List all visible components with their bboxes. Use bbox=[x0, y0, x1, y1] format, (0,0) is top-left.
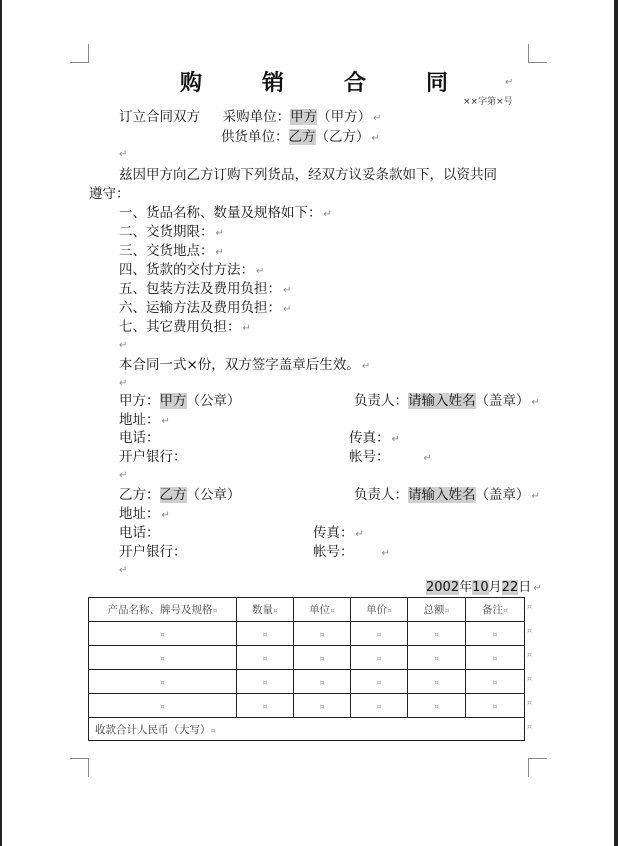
table-header-cell: 备注¤ bbox=[466, 598, 525, 622]
table-footer-row bbox=[89, 718, 525, 741]
clause-2 bbox=[119, 223, 224, 243]
clause-4 bbox=[119, 261, 264, 281]
crop-mark-bottom-right bbox=[528, 758, 547, 777]
clause-7 bbox=[119, 318, 251, 338]
crop-mark-top-left bbox=[70, 44, 89, 63]
paragraph-mark: ↵ bbox=[355, 529, 364, 540]
table-cell[interactable]: ¤ bbox=[408, 622, 466, 646]
date-year-field[interactable]: 2002 bbox=[426, 580, 460, 595]
row-end-mark: ¤ bbox=[527, 626, 533, 635]
table-row bbox=[89, 646, 525, 670]
table-cell[interactable]: ¤ bbox=[408, 670, 466, 694]
table-cell[interactable]: ¤ bbox=[466, 622, 525, 646]
table-cell[interactable]: ¤ bbox=[408, 694, 466, 718]
closing-line bbox=[119, 356, 370, 376]
crop-mark-top-right bbox=[528, 44, 547, 63]
party-b-rep-label: 负责人： bbox=[354, 487, 408, 503]
parties-line-buyer bbox=[119, 108, 381, 128]
clause-text: 三、交货地点： bbox=[119, 243, 214, 259]
clause-text: 六、运输方法及费用负担： bbox=[119, 300, 281, 316]
table-cell[interactable]: ¤ bbox=[294, 694, 351, 718]
table-cell[interactable]: ¤ bbox=[351, 622, 408, 646]
clause-text: 四、货款的交付方法： bbox=[119, 262, 254, 278]
party-b-line bbox=[119, 486, 241, 504]
bank-label: 开户银行： bbox=[119, 544, 187, 560]
clause-5 bbox=[119, 280, 291, 300]
clause-text: 七、其它费用负担： bbox=[119, 319, 241, 335]
fax-label: 传真： bbox=[313, 525, 354, 541]
party-a-bank bbox=[119, 448, 187, 466]
party-a-account bbox=[349, 448, 432, 468]
date-year-unit: 年 bbox=[459, 580, 473, 595]
parties-line-supplier bbox=[221, 128, 380, 148]
table-row bbox=[89, 622, 525, 646]
table-cell[interactable]: ¤ bbox=[237, 646, 294, 670]
clause-text: 一、货品名称、数量及规格如下： bbox=[119, 205, 322, 221]
party-b-bank bbox=[119, 543, 187, 561]
table-cell[interactable]: ¤ bbox=[294, 622, 351, 646]
table-cell[interactable]: ¤ bbox=[351, 694, 408, 718]
clause-6 bbox=[119, 299, 291, 319]
row-end-mark: ¤ bbox=[527, 602, 533, 611]
table-header-cell: 单价¤ bbox=[351, 598, 408, 622]
party-b-rep-line bbox=[354, 486, 540, 506]
phone-label: 电话： bbox=[119, 525, 160, 541]
fax-label: 传真： bbox=[349, 430, 390, 446]
paragraph-mark: ↵ bbox=[391, 434, 400, 445]
account-label: 帐号： bbox=[313, 544, 354, 560]
paragraph-mark: ↵ bbox=[373, 113, 382, 124]
bank-label: 开户银行： bbox=[119, 449, 187, 465]
clause-1 bbox=[119, 204, 332, 224]
buyer-paren: （甲方） bbox=[317, 109, 372, 125]
row-end-mark: ¤ bbox=[527, 674, 533, 683]
table-cell[interactable]: ¤ bbox=[294, 646, 351, 670]
table-cell[interactable]: ¤ bbox=[351, 646, 408, 670]
table-cell[interactable]: ¤ bbox=[89, 646, 237, 670]
party-a-phone bbox=[119, 429, 160, 447]
party-b-fax bbox=[313, 524, 364, 544]
clause-3 bbox=[119, 242, 224, 262]
address-label: 地址： bbox=[119, 412, 160, 428]
party-a-rep-name-field[interactable]: 请输入姓名 bbox=[408, 393, 476, 409]
title-char: 购 bbox=[180, 71, 203, 96]
table-cell[interactable]: ¤ bbox=[466, 670, 525, 694]
paragraph-mark: ↵ bbox=[161, 416, 170, 427]
party-b-rep-name-field[interactable]: 请输入姓名 bbox=[408, 487, 476, 503]
clause-text: 五、包装方法及费用负担： bbox=[119, 281, 281, 297]
paragraph-mark: ↵ bbox=[161, 510, 170, 521]
table-header-cell: 数量¤ bbox=[237, 598, 294, 622]
clause-text: 二、交货期限： bbox=[119, 224, 214, 240]
date-month-unit: 月 bbox=[488, 580, 502, 595]
table-cell[interactable]: ¤ bbox=[294, 670, 351, 694]
paragraph-mark: ↵ bbox=[119, 565, 128, 576]
paragraph-mark: ↵ bbox=[256, 266, 265, 277]
supplier-paren: （乙方） bbox=[315, 129, 370, 145]
party-b-name-field[interactable]: 乙方 bbox=[159, 487, 187, 503]
table-cell[interactable]: ¤ bbox=[466, 646, 525, 670]
contract-date bbox=[426, 579, 542, 598]
row-end-mark: ¤ bbox=[527, 650, 533, 659]
date-day-unit: 日 bbox=[518, 580, 532, 595]
date-day-field[interactable]: 22 bbox=[501, 580, 519, 595]
total-amount-cell[interactable]: 收款合计人民币（大写）¤ bbox=[89, 718, 525, 741]
supplier-label: 供货单位： bbox=[221, 129, 289, 145]
party-a-line bbox=[119, 392, 241, 410]
paragraph-mark: ↵ bbox=[371, 133, 380, 144]
buyer-label: 采购单位： bbox=[222, 109, 291, 125]
party-b-seal: （公章） bbox=[186, 487, 241, 503]
row-end-mark: ¤ bbox=[527, 722, 533, 731]
paragraph-mark: ↵ bbox=[531, 491, 540, 502]
paragraph-mark: ↵ bbox=[361, 361, 371, 372]
party-a-name-field[interactable]: 甲方 bbox=[159, 393, 187, 409]
table-cell[interactable]: ¤ bbox=[408, 646, 466, 670]
account-label: 帐号： bbox=[349, 449, 390, 465]
page-edge-left bbox=[0, 0, 2, 846]
table-cell[interactable]: ¤ bbox=[89, 622, 237, 646]
table-cell[interactable]: ¤ bbox=[351, 670, 408, 694]
row-end-mark: ¤ bbox=[527, 698, 533, 707]
intro-paragraph-line1: 兹因甲方向乙方订购下列货品，经双方议妥条款如下，以资共同 bbox=[119, 167, 497, 183]
party-a-rep-line bbox=[354, 392, 540, 412]
paragraph-mark: ↵ bbox=[119, 149, 128, 160]
table-cell[interactable]: ¤ bbox=[237, 670, 294, 694]
party-b-account bbox=[313, 543, 390, 563]
paragraph-mark: ↵ bbox=[531, 397, 540, 408]
party-b-phone bbox=[119, 524, 160, 542]
party-b-rep-seal: （盖章） bbox=[475, 487, 530, 503]
goods-table bbox=[88, 597, 525, 741]
title-char: 销 bbox=[262, 71, 285, 96]
table-cell[interactable]: ¤ bbox=[237, 622, 294, 646]
party-a-address bbox=[119, 411, 170, 431]
document-number: ××字第×号 bbox=[463, 97, 513, 107]
table-cell[interactable]: ¤ bbox=[89, 694, 237, 718]
table-cell[interactable]: ¤ bbox=[466, 694, 525, 718]
crop-mark-bottom-left bbox=[70, 758, 89, 777]
closing-text: 本合同一式×份，双方签字盖章后生效。 bbox=[119, 357, 360, 373]
paragraph-mark: ↵ bbox=[323, 209, 332, 220]
paragraph-mark: ↵ bbox=[283, 304, 292, 315]
date-month-field[interactable]: 10 bbox=[472, 580, 489, 595]
paragraph-mark: ↵ bbox=[119, 470, 128, 481]
party-a-rep-label: 负责人： bbox=[354, 393, 408, 409]
party-a-seal: （公章） bbox=[186, 393, 241, 409]
table-header-row bbox=[89, 598, 525, 622]
party-a-fax bbox=[349, 429, 400, 449]
party-b-label: 乙方： bbox=[119, 487, 160, 503]
intro-line2-text: 遵守： bbox=[89, 186, 130, 202]
paragraph-mark: ↵ bbox=[381, 548, 390, 559]
table-header-cell: 单位¤ bbox=[294, 598, 351, 622]
paragraph-mark: ↵ bbox=[119, 340, 128, 351]
party-b-address bbox=[119, 505, 170, 525]
table-row bbox=[89, 694, 525, 718]
paragraph-mark: ↵ bbox=[283, 285, 292, 296]
paragraph-mark: ↵ bbox=[533, 583, 542, 594]
buyer-name-field[interactable]: 甲方 bbox=[290, 109, 318, 125]
table-header-cell: 总额¤ bbox=[408, 598, 466, 622]
table-header-cell: 产品名称、牌号及规格¤ bbox=[89, 598, 237, 622]
paragraph-mark: ↵ bbox=[242, 323, 251, 334]
table-cell[interactable]: ¤ bbox=[89, 670, 237, 694]
table-cell[interactable]: ¤ bbox=[237, 694, 294, 718]
page-edge-right bbox=[614, 0, 618, 846]
intro-paragraph-line2 bbox=[89, 185, 130, 203]
party-a-label: 甲方： bbox=[119, 393, 160, 409]
table-row bbox=[89, 670, 525, 694]
title-char: 合 bbox=[344, 71, 367, 96]
paragraph-mark: ↵ bbox=[423, 453, 432, 464]
paragraph-mark: ↵ bbox=[119, 378, 128, 389]
supplier-name-field[interactable]: 乙方 bbox=[288, 129, 316, 145]
address-label: 地址： bbox=[119, 506, 160, 522]
paragraph-mark: ↵ bbox=[215, 228, 224, 239]
paragraph-mark: ↵ bbox=[505, 77, 514, 88]
title-char: 同 bbox=[426, 71, 449, 96]
total-amount-label: 收款合计人民币（大写） bbox=[95, 723, 211, 736]
phone-label: 电话： bbox=[119, 430, 160, 446]
paragraph-mark: ↵ bbox=[215, 247, 224, 258]
party-a-rep-seal: （盖章） bbox=[475, 393, 530, 409]
parties-intro-label: 订立合同双方 bbox=[119, 109, 200, 125]
